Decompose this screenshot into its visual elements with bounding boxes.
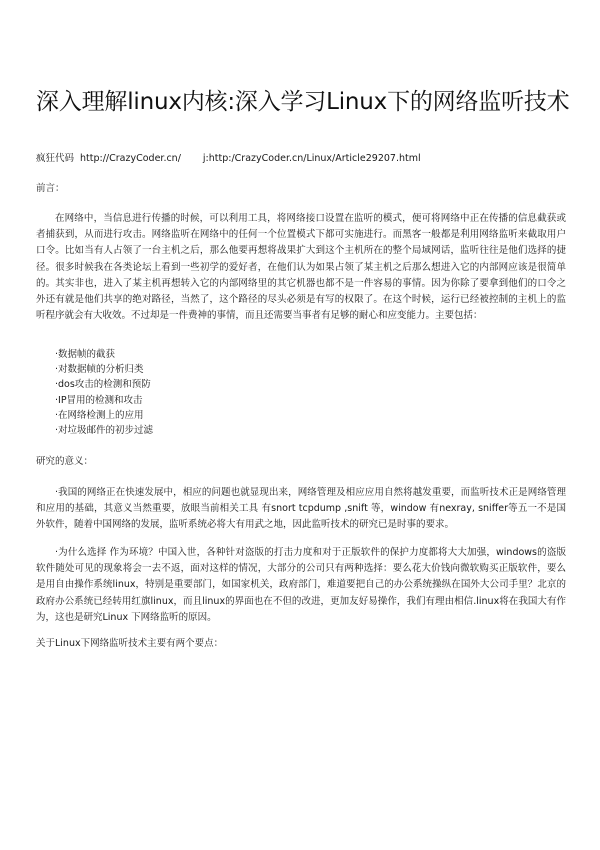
topic-list: [55, 347, 153, 438]
preface-paragraph: 在网络中，当信息进行传播的时候，可以利用工具，将网络接口设置在监听的模式，便可将网络中正在传播的信息截获或者捕获到，从而进行攻击。网络监听在网络中的任何一个位置模式下都可实施进行。而黑客一般都是利用网络监听来截取用户口令。比如当有人占领了一台主机之后，那么他要再想将战果扩大到这个主机所在的整个局域网话，监听往往是他们选择的捷径。很多时候我在各类论坛上看到一些初学的爱好者，在他们认为如果占领了某主机之后那么想进入它的内部网应该是很简单的。其实非也，进入了某主机再想转入它的内部网络里的其它机器也都不是一件容易的事情。因为你除了要拿到他们的口令之外还有就是他们共享的绝对路径，当然了，这个路径的尽头必须是有写的权限了。在这个时候，运行已经被控制的主机上的监听程序就会有大收效。不过却是一件费神的事情，而且还需要当事者有足够的耐心和应变能力。主要包括：: [36, 213, 566, 322]
list-item: ·在网络检测上的应用: [55, 409, 144, 421]
list-item: ·dos攻击的检测和预防: [55, 379, 151, 391]
source-line: [36, 153, 421, 165]
significance-paragraph-2: ·为什么选择 作为环境？中国入世，各种针对盗版的打击力度和对于正版软件的保护力度都将大大加强，windows的盗版软件随处可见的现象将会一去不返，面对这样的情况，大部分的公司只有两种选择：要么花大价钱向微软购买正版软件，要么是用自由操作系统linux，特别是重要部门，如国家机关，政府部门，难道要把自己的办公系统操纵在国外大公司手里？北京的政府办公系统已经转用红旗linux，而且linux的界面也在不但的改进，更加友好易操作，我们有理由相信.linux将在我国大有作为，这也是研究Linux 下网络监听的原因。: [36, 547, 566, 623]
list-item: ·数据帧的截获: [55, 349, 116, 360]
preface-heading: 前言：: [36, 183, 65, 194]
list-item: ·对垃圾邮件的初步过滤: [55, 425, 154, 437]
article-url[interactable]: j:http:/CrazyCoder.cn/Linux/Article29207.html: [202, 153, 421, 164]
significance-paragraph-1: ·我国的网络正在快速发展中，相应的问题也就显现出来，网络管理及相应应用自然将越发重要，而监听技术正是网络管理和应用的基础，其意义当然重要，放眼当前相关工具 有snort tcpdump ,snift 等，window 有nexray, sniffer等五一不是国外软件，随着中国网络的发展，监听系统必将大有用武之地，因此监听技术的研究已是时事的要求。: [36, 487, 566, 531]
closing-line: 关于Linux下网络监听技术主要有两个要点：: [36, 638, 224, 649]
site-name: 疯狂代码: [36, 153, 75, 164]
list-item: ·对数据帧的分析归类: [55, 364, 144, 376]
significance-heading: 研究的意义：: [36, 456, 94, 467]
article-title: 深入理解linux内核:深入学习Linux下的网络监听技术: [36, 89, 570, 115]
site-url[interactable]: http://CrazyCoder.cn/: [80, 153, 181, 164]
list-item: ·IP冒用的检测和攻击: [55, 394, 143, 406]
